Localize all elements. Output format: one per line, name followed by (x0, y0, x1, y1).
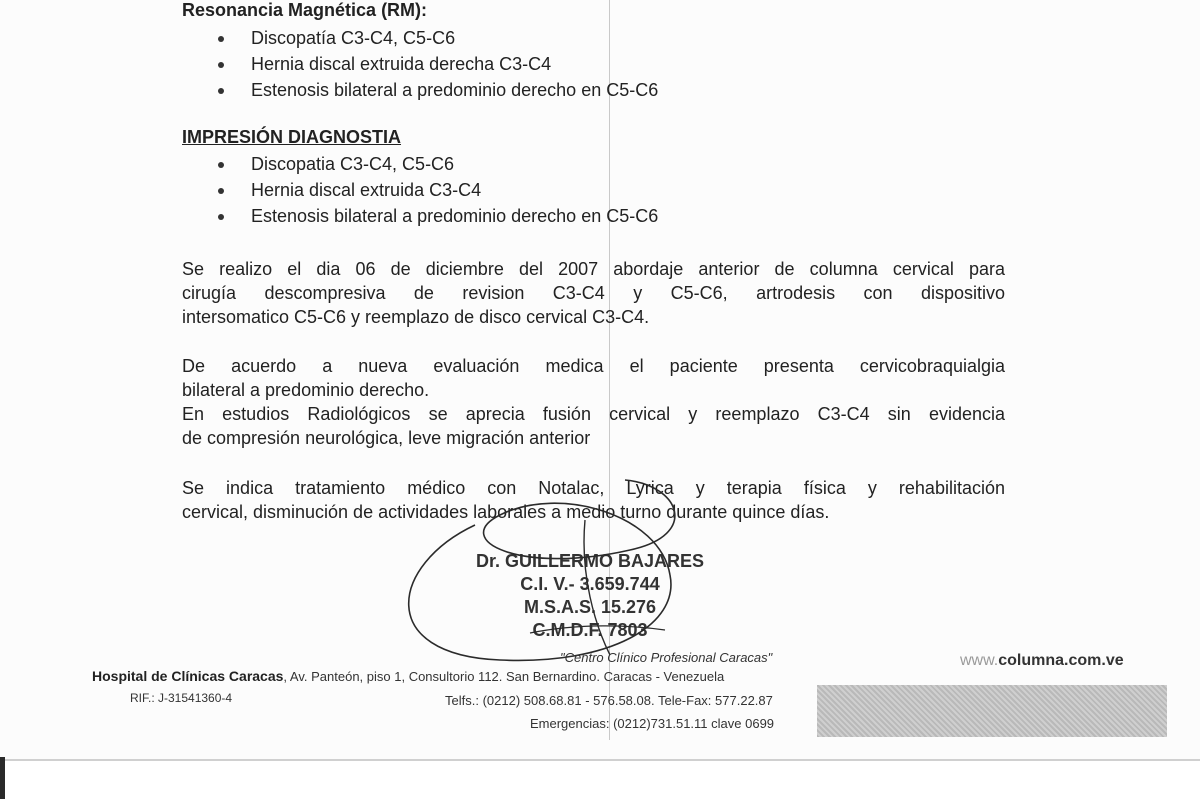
bullet-icon (218, 214, 224, 220)
list-item: Hernia discal extruida C3-C4 (218, 177, 658, 203)
hospital-address (92, 668, 724, 684)
list-item: Hernia discal extruida derecha C3-C4 (218, 51, 658, 77)
doctor-msas: M.S.A.S. 15.276 (523, 597, 657, 617)
address-text: , Av. Panteón, piso 1, Consultorio 112. San Bernardino. Caracas - Venezuela (283, 669, 725, 684)
clinic-slogan: "Centro Clínico Profesional Caracas" (560, 650, 773, 665)
paragraph-line: bilateral a predominio derecho. (182, 380, 430, 400)
paragraph-line: de compresión neurológica, leve migración anterior (182, 428, 591, 448)
bullet-icon (218, 62, 224, 68)
doctor-name: Dr. GUILLERMO BAJARES (475, 551, 705, 571)
impresion-heading: IMPRESIÓN DIAGNOSTIA (182, 127, 402, 147)
phone-numbers: Telfs.: (0212) 508.68.81 - 576.58.08. Tele-Fax: 577.22.87 (445, 693, 773, 708)
list-item: Discopatia C3-C4, C5-C6 (218, 151, 658, 177)
paragraph-line: Se indica tratamiento médico con Notalac, Lyrica y terapia física y rehabilitación (182, 478, 1005, 498)
rif-number: RIF.: J-31541360-4 (130, 691, 233, 705)
bullet-icon (218, 162, 224, 168)
treatment-paragraph (182, 476, 1005, 524)
scan-edge-mark (0, 757, 5, 799)
paragraph-line: Se realizo el dia 06 de diciembre del 2007 abordaje anterior de columna cervical para (182, 259, 1005, 279)
paragraph-line: En estudios Radiológicos se aprecia fusión cervical y reemplazo C3-C4 sin evidencia (182, 404, 1005, 424)
bullet-icon (218, 36, 224, 42)
bullet-icon (218, 188, 224, 194)
list-item: Estenosis bilateral a predominio derecho en C5-C6 (218, 77, 658, 103)
list-item: Discopatía C3-C4, C5-C6 (218, 25, 658, 51)
paragraph-line: cervical, disminución de actividades laborales a medio turno durante quince días. (182, 502, 830, 522)
paragraph-line: cirugía descompresiva de revision C3-C4 y C5-C6, artrodesis con dispositivo (182, 283, 1005, 303)
website-link[interactable] (960, 652, 1124, 670)
page-edge (0, 759, 1200, 761)
evaluation-paragraph (182, 354, 1005, 450)
website-prefix: www. (960, 652, 999, 669)
impresion-list (218, 151, 658, 229)
surgery-paragraph (182, 257, 1005, 329)
doctor-id: C.I. V.- 3.659.744 (520, 574, 660, 594)
website-domain: columna.com.ve (998, 652, 1124, 669)
paragraph-line: De acuerdo a nueva evaluación medica el paciente presenta cervicobraquialgia (182, 356, 1005, 376)
doctor-cmdf: C.M.D.F. 7803 (532, 620, 648, 640)
paragraph-line: intersomatico C5-C6 y reemplazo de disco cervical C3-C4. (182, 307, 650, 327)
rm-heading: Resonancia Magnética (RM): (182, 0, 428, 20)
list-item: Estenosis bilateral a predominio derecho en C5-C6 (218, 203, 658, 229)
bullet-icon (218, 88, 224, 94)
rm-findings-list (218, 25, 658, 103)
signature-block (440, 550, 740, 642)
emergency-number: Emergencias: (0212)731.51.11 clave 0699 (530, 716, 775, 731)
letterhead-graphic (817, 685, 1167, 737)
hospital-name: Hospital de Clínicas Caracas (92, 668, 284, 684)
